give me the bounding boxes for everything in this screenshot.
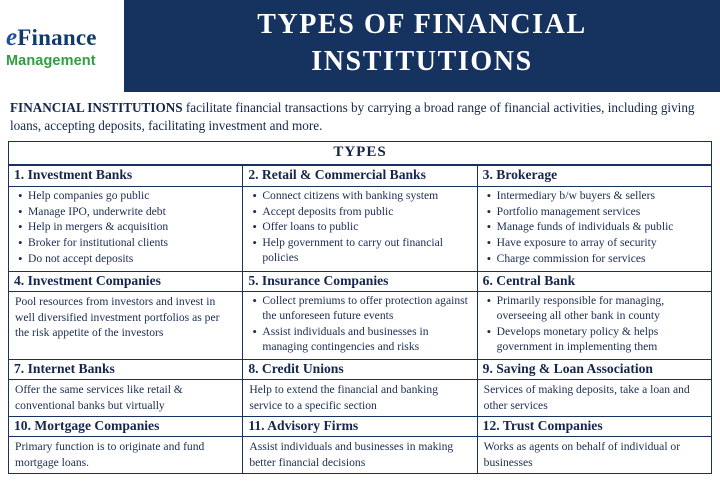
type-card-body bbox=[478, 187, 711, 271]
type-card-title: 9. Saving & Loan Association bbox=[478, 360, 711, 381]
type-card-title: 1. Investment Banks bbox=[9, 166, 242, 187]
paragraph: Offer the same services like retail & conventional banks but virtually bbox=[15, 383, 183, 412]
type-card-title: 7. Internet Banks bbox=[9, 360, 242, 381]
paragraph: Help to extend the financial and banking service to a specific section bbox=[249, 383, 438, 412]
list-item: • Help government to carry out financial policies bbox=[262, 236, 470, 266]
type-card-title: 10. Mortgage Companies bbox=[9, 417, 242, 438]
intro-lead: FINANCIAL INSTITUTIONS bbox=[10, 100, 183, 115]
list-item: • Offer loans to public bbox=[262, 220, 470, 235]
type-card-1[interactable] bbox=[9, 166, 243, 272]
list-item: • Help companies go public bbox=[28, 189, 236, 204]
type-card-title: 6. Central Bank bbox=[478, 272, 711, 293]
type-card-title: 4. Investment Companies bbox=[9, 272, 242, 293]
type-card-title: 12. Trust Companies bbox=[478, 417, 711, 438]
bullet-list bbox=[249, 294, 470, 354]
type-card-title: 2. Retail & Commercial Banks bbox=[243, 166, 476, 187]
type-card-body bbox=[9, 380, 242, 416]
list-item: • Manage funds of individuals & public bbox=[497, 220, 705, 235]
logo-primary-text bbox=[6, 24, 124, 52]
type-card-6[interactable] bbox=[478, 272, 712, 360]
type-card-body bbox=[478, 437, 711, 473]
type-card-title: 5. Insurance Companies bbox=[243, 272, 476, 293]
type-card-10[interactable] bbox=[9, 417, 243, 474]
list-item: • Portfolio management services bbox=[497, 205, 705, 220]
type-card-11[interactable] bbox=[243, 417, 477, 474]
type-card-body bbox=[243, 187, 476, 271]
type-card-3[interactable] bbox=[478, 166, 712, 272]
type-card-title: 8. Credit Unions bbox=[243, 360, 476, 381]
list-item: • Help in mergers & acquisition bbox=[28, 220, 236, 235]
section-banner: TYPES bbox=[8, 141, 712, 165]
list-item: • Have exposure to array of security bbox=[497, 236, 705, 251]
list-item: • Broker for institutional clients bbox=[28, 236, 236, 251]
paragraph: Primary function is to originate and fund mortgage loans. bbox=[15, 440, 205, 469]
list-item: • Manage IPO, underwrite debt bbox=[28, 205, 236, 220]
type-card-7[interactable] bbox=[9, 360, 243, 417]
list-item: • Collect premiums to offer protection against the unforeseen future events bbox=[262, 294, 470, 324]
logo-word-finance: Finance bbox=[17, 24, 97, 50]
type-card-8[interactable] bbox=[243, 360, 477, 417]
paragraph: Pool resources from investors and invest in well diversified investment portfolios as per the risk appetite of the investors bbox=[15, 295, 220, 339]
type-card-body bbox=[243, 437, 476, 473]
header bbox=[0, 0, 720, 92]
type-card-4[interactable] bbox=[9, 272, 243, 360]
list-item: • Connect citizens with banking system bbox=[262, 189, 470, 204]
logo-secondary-text: Management bbox=[6, 52, 96, 69]
type-card-body bbox=[9, 292, 242, 358]
intro-paragraph bbox=[0, 92, 720, 138]
list-item: • Develops monetary policy & helps government in implementing them bbox=[497, 325, 705, 355]
list-item: • Assist individuals and businesses in managing contingencies and risks bbox=[262, 325, 470, 355]
page-title bbox=[124, 0, 720, 92]
paragraph: Assist individuals and businesses in making better financial decisions bbox=[249, 440, 454, 469]
type-card-9[interactable] bbox=[478, 360, 712, 417]
type-card-2[interactable] bbox=[243, 166, 477, 272]
type-card-body bbox=[478, 292, 711, 358]
type-card-12[interactable] bbox=[478, 417, 712, 474]
type-card-body bbox=[9, 187, 242, 271]
page-title-line-2: INSTITUTIONS bbox=[311, 46, 533, 77]
list-item: • Do not accept deposits bbox=[28, 252, 236, 267]
type-card-title: 3. Brokerage bbox=[478, 166, 711, 187]
types-grid bbox=[8, 165, 712, 474]
list-item: • Accept deposits from public bbox=[262, 205, 470, 220]
list-item: • Intermediary b/w buyers & sellers bbox=[497, 189, 705, 204]
type-card-body bbox=[243, 292, 476, 358]
bullet-list bbox=[484, 294, 705, 354]
type-card-body bbox=[243, 380, 476, 416]
bullet-list bbox=[249, 189, 470, 266]
type-card-title: 11. Advisory Firms bbox=[243, 417, 476, 438]
logo-e-mark: e bbox=[6, 23, 18, 51]
brand-logo[interactable] bbox=[0, 0, 124, 92]
bullet-list bbox=[484, 189, 705, 267]
paragraph: Services of making deposits, take a loan and other services bbox=[483, 383, 690, 412]
type-card-body bbox=[478, 380, 711, 416]
intro-text: facilitate financial transactions by carrying a broad range of financial activities, including giving loans, accepting deposits, facilitating investment and more. bbox=[10, 100, 695, 133]
list-item: • Primarily responsible for managing, overseeing all other bank in county bbox=[497, 294, 705, 324]
list-item: • Charge commission for services bbox=[497, 252, 705, 267]
type-card-body bbox=[9, 437, 242, 473]
type-card-5[interactable] bbox=[243, 272, 477, 360]
bullet-list bbox=[15, 189, 236, 267]
page-title-line-1: TYPES OF FINANCIAL bbox=[257, 9, 587, 41]
paragraph: Works as agents on behalf of individual or businesses bbox=[483, 440, 681, 469]
